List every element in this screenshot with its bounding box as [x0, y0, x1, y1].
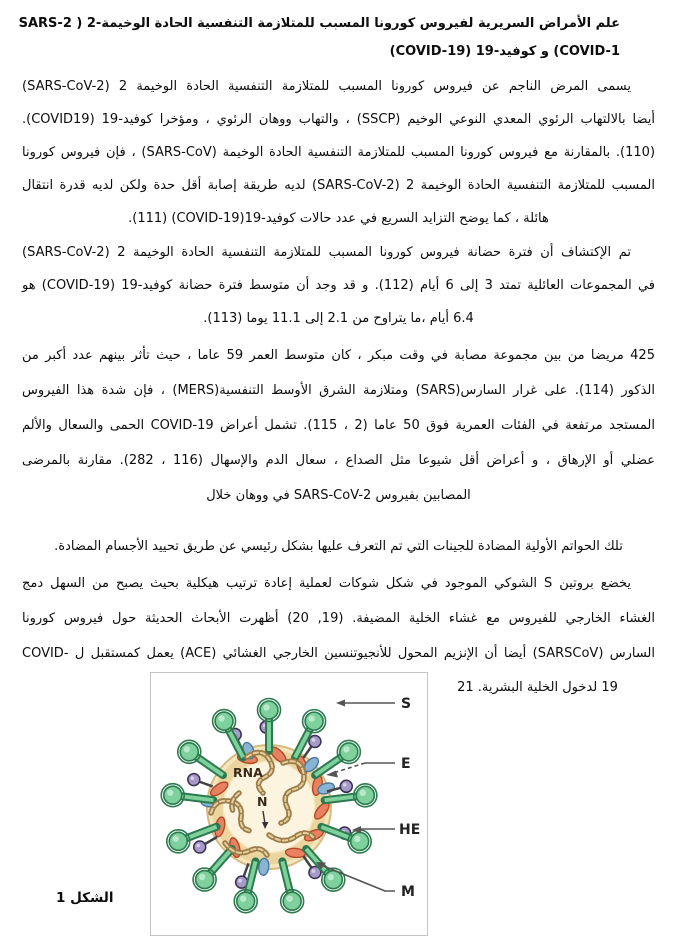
text-line: السارس (SARSCoV) أيضا أن الإنزيم المحول للأنجيوتنسين الخارجي الغشائي (ACE) يعمل كمستقبل ل -COVID [22, 646, 656, 661]
paragraph-1 [22, 70, 655, 235]
standalone-line: تلك الحواتم الأولية المضادة للجينات التي تم التعرف عليها بشكل رئيسي عن طريق تحييد الأجسام المضادة. [54, 539, 623, 554]
label-s-protein: S [401, 696, 412, 712]
paragraph-3 [22, 338, 655, 513]
text-line: يسمى المرض الناجم عن فيروس كورونا المسبب للمتلازمة التنفسية الحادة الوخيمة 2 (SARS-CoV-2) [22, 79, 631, 94]
label-e-protein: E [401, 756, 411, 772]
paragraph-2 [22, 236, 655, 335]
text-line: المسبب للمتلازمة التنفسية الحادة الوخيمة 2 (SARS-CoV-2) لديه طريقة إصابة أقل حدة ولكن لديه قدرة انتقال [22, 178, 655, 193]
text-line: هائلة ، كما يوضح التزايد السريع في عدد حالات كوفيد-19(COVID-19) (111). [128, 211, 549, 226]
page-title [18, 10, 620, 66]
figure-box [150, 672, 428, 936]
n-label: N [257, 794, 268, 809]
text-line: أيضا بالالتهاب الرئوي المعدي النوعي الوخيم (SSCP) ، والتهاب ووهان الرئوي ، ومؤخرا كوفيد-19 (COVID19). [22, 112, 655, 127]
text-line: 425 مريضا من بين مجموعة مصابة في وقت مبكر ، كان متوسط العمر 59 عاما ، حيث تأثر بينهم عدد أكبر من [22, 348, 655, 363]
figure-caption: الشكل 1 [56, 890, 114, 906]
text-line: في المجموعات العائلية تمتد 3 إلى 6 أيام (112). و قد وجد أن متوسط فترة حضانة كوفيد-19 (COVID-19) هو [22, 278, 656, 293]
text-line: عضلي أو الإرهاق ، و أعراض أقل شيوعا مثل الصداع ، سعال الدم والإسهال (116 ، 282). مقارنة بالمرضى [22, 453, 656, 468]
paragraph-4 [22, 566, 655, 671]
text-line: الغشاء الخارجي للفيروس مع غشاء الخلية المضيفة. (19, 20) أظهرت الأبحاث الحديثة حول فيروس كورونا [22, 611, 655, 626]
text-line: (110). بالمقارنة مع فيروس كورونا المسبب للمتلازمة التنفسية الحادة الوخيمة (SARS-CoV) ، فإن فيروس كورونا [22, 145, 656, 160]
virus-body [161, 699, 377, 913]
paragraph-4-side-line: 19 لدخول الخلية البشرية. 21 [457, 680, 618, 695]
label-m-protein: M [401, 884, 415, 900]
text-line: 6.4 أيام ،ما يتراوح من 2.1 إلى 11.1 يوما (113). [203, 311, 474, 326]
text-line: تم الإكتشاف أن فترة حضانة فيروس كورونا المسبب للمتلازمة التنفسية الحادة الوخيمة 2 (SARS-CoV-2) [22, 245, 631, 260]
virus-diagram [151, 673, 427, 935]
standalone-line-block [22, 530, 655, 563]
text-line: الذكور (114). على غرار السارس(SARS) ومتلازمة الشرق الأوسط التنفسية(MERS) ، فإن شدة هذا الفيروس [22, 383, 655, 398]
text-line: المصابين بفيروس SARS-CoV-2 في ووهان خلال [206, 488, 471, 503]
title-line-1: علم الأمراض السريرية لفيروس كورونا المسبب للمتلازمة التنفسية الحادة الوخيمة-2 ( SARS-2 [18, 16, 620, 31]
title-line-2: COVID-1) و كوفيد-19 (COVID-19) [389, 44, 620, 59]
label-he-protein: HE [399, 822, 421, 838]
text-line: يخضع بروتين S الشوكي الموجود في شكل شوكات لعملية إعادة ترتيب هيكلية بحيث يصبح من السهل دمج [22, 576, 631, 591]
text-line: المستجد مرتفعة في الفئات العمرية فوق 50 عاما (2 ، 115). تشمل أعراض COVID-19 الحمى والسعال والألم [22, 418, 655, 433]
rna-label: RNA [233, 765, 263, 780]
